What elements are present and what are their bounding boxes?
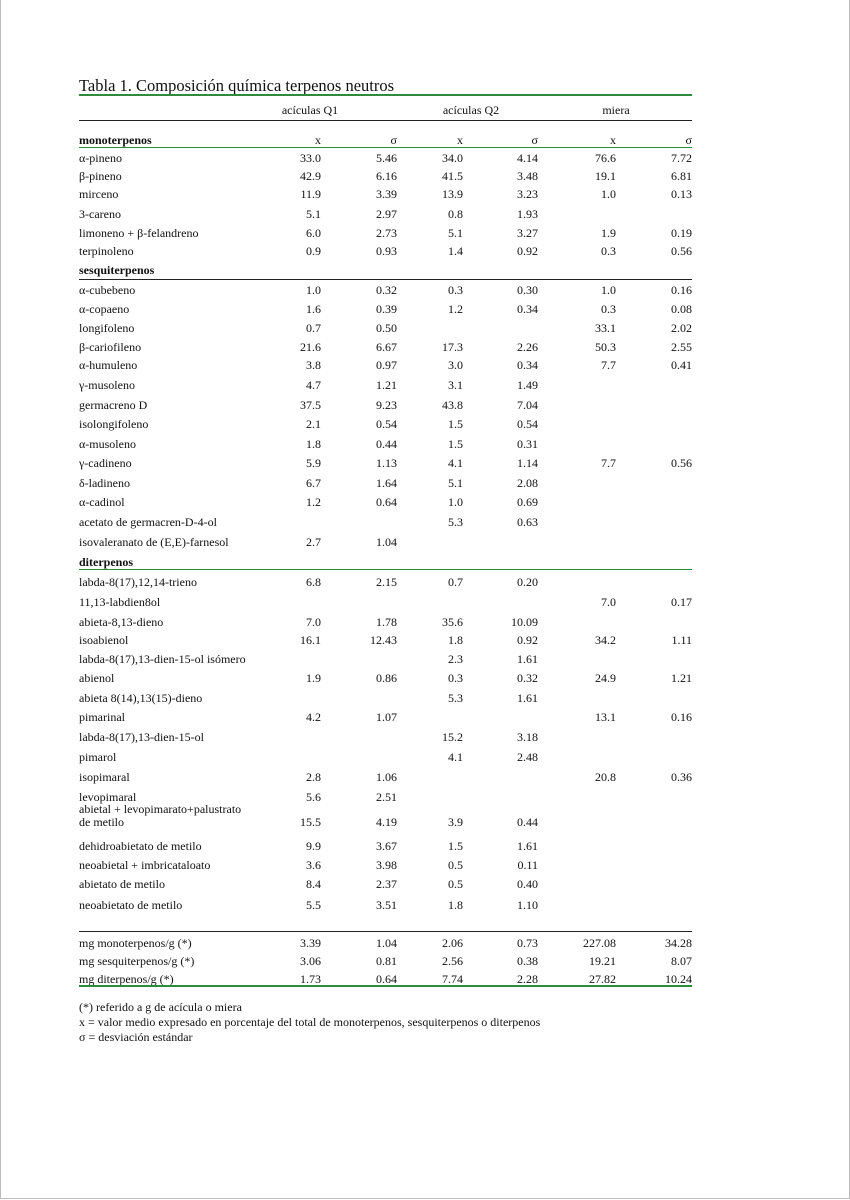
cell-value: 0.8 (448, 207, 463, 221)
cell-value: 1.9 (306, 671, 321, 685)
cell-value: 2.73 (376, 226, 397, 240)
row-label: limoneno + β-felandreno (79, 226, 199, 240)
cell-value: 4.14 (517, 151, 538, 165)
footnote: σ = desviación estándar (79, 1030, 193, 1044)
cell-value: 0.7 (306, 321, 321, 335)
row-label: δ-ladineno (79, 476, 130, 490)
cell-value: 2.26 (517, 340, 538, 354)
cell-value: 15.5 (300, 815, 321, 829)
cell-value: 0.64 (376, 495, 397, 509)
cell-value: 10.24 (665, 972, 692, 986)
cell-value: 6.7 (306, 476, 321, 490)
row-label: α-musoleno (79, 437, 136, 451)
cell-value: 33.1 (595, 321, 616, 335)
cell-value: 12.43 (370, 633, 397, 647)
cell-value: σ (685, 133, 692, 147)
cell-value: 42.9 (300, 169, 321, 183)
cell-value: 2.8 (306, 770, 321, 784)
cell-value: 3.51 (376, 898, 397, 912)
section-header (79, 132, 692, 148)
cell-value: 0.64 (376, 972, 397, 986)
cell-value: 3.27 (517, 226, 538, 240)
table-row (79, 729, 692, 745)
cell-value: 3.39 (376, 187, 397, 201)
row-label: mirceno (79, 187, 119, 201)
cell-value: 17.3 (442, 340, 463, 354)
cell-value: 0.97 (376, 358, 397, 372)
cell-value: 5.6 (306, 790, 321, 804)
cell-value: 19.21 (589, 954, 616, 968)
cell-value: 5.1 (306, 207, 321, 221)
table-row (79, 670, 692, 686)
table-row (79, 320, 692, 336)
cell-value: 1.8 (448, 633, 463, 647)
cell-value: 33.0 (300, 151, 321, 165)
cell-value: 0.73 (517, 936, 538, 950)
cell-value: 1.61 (517, 691, 538, 705)
cell-value: 3.39 (300, 936, 321, 950)
cell-value: 0.31 (517, 437, 538, 451)
cell-value: 0.38 (517, 954, 538, 968)
cell-value: 4.19 (376, 815, 397, 829)
row-label: terpinoleno (79, 244, 134, 258)
cell-value: 0.30 (517, 283, 538, 297)
table-row (79, 206, 692, 222)
cell-value: x (315, 133, 321, 147)
table-row (79, 838, 692, 854)
cell-value: 0.5 (448, 858, 463, 872)
table-row (79, 769, 692, 785)
cell-value: 6.16 (376, 169, 397, 183)
cell-value: 2.97 (376, 207, 397, 221)
table-row (79, 282, 692, 298)
table-row (79, 436, 692, 452)
cell-value: 1.07 (376, 710, 397, 724)
cell-value: 1.61 (517, 839, 538, 853)
row-label: labda-8(17),12,14-trieno (79, 575, 197, 589)
row-label: isoabienol (79, 633, 129, 647)
cell-value: 2.3 (448, 652, 463, 666)
cell-value: 1.4 (448, 244, 463, 258)
cell-value: 20.8 (595, 770, 616, 784)
cell-value: 7.0 (306, 615, 321, 629)
cell-value: 3.48 (517, 169, 538, 183)
cell-value: 1.21 (671, 671, 692, 685)
cell-value: 8.07 (671, 954, 692, 968)
row-label: mg diterpenos/g (*) (79, 972, 174, 986)
cell-value: 0.44 (376, 437, 397, 451)
row-label (79, 803, 241, 829)
cell-value: 5.3 (448, 515, 463, 529)
cell-value: 34.28 (665, 936, 692, 950)
cell-value: 6.67 (376, 340, 397, 354)
cell-value: 1.64 (376, 476, 397, 490)
cell-value: 0.11 (517, 858, 538, 872)
table-row (79, 574, 692, 590)
cell-value: 0.56 (671, 244, 692, 258)
cell-value: 9.23 (376, 398, 397, 412)
table-row (79, 416, 692, 432)
row-label: acetato de germacren-D-4-ol (79, 515, 217, 529)
cell-value: 6.8 (306, 575, 321, 589)
cell-value: 227.08 (583, 936, 616, 950)
cell-value: 3.18 (517, 730, 538, 744)
row-label: α-copaeno (79, 302, 130, 316)
cell-value: 10.09 (511, 615, 538, 629)
cell-value: 3.67 (376, 839, 397, 853)
section-header (79, 554, 692, 570)
cell-value: 1.14 (517, 456, 538, 470)
cell-value: 7.0 (601, 595, 616, 609)
row-label: γ-musoleno (79, 378, 135, 392)
cell-value: 0.16 (671, 283, 692, 297)
cell-value: 1.61 (517, 652, 538, 666)
table-row (79, 594, 692, 610)
table-row (79, 514, 692, 530)
cell-value: σ (531, 133, 538, 147)
cell-value: 2.06 (442, 936, 463, 950)
table-row (79, 802, 692, 830)
cell-value: 1.11 (671, 633, 692, 647)
cell-value: 0.08 (671, 302, 692, 316)
cell-value: 1.6 (306, 302, 321, 316)
cell-value: 1.49 (517, 378, 538, 392)
cell-value: 2.48 (517, 750, 538, 764)
section-title: monoterpenos (79, 133, 152, 147)
cell-value: 37.5 (300, 398, 321, 412)
cell-value: 2.1 (306, 417, 321, 431)
cell-value: 0.32 (517, 671, 538, 685)
section-title: sesquiterpenos (79, 263, 155, 277)
table-row (79, 455, 692, 471)
cell-value: 0.32 (376, 283, 397, 297)
group-header-q2: acículas Q2 (442, 103, 500, 117)
cell-value: 7.74 (442, 972, 463, 986)
cell-value: 21.6 (300, 340, 321, 354)
table-row (79, 749, 692, 765)
cell-value: 0.41 (671, 358, 692, 372)
cell-value: 1.0 (448, 495, 463, 509)
table-row (79, 709, 692, 725)
cell-value: 2.7 (306, 535, 321, 549)
cell-value: 7.7 (601, 358, 616, 372)
row-label: α-cubebeno (79, 283, 136, 297)
row-label: γ-cadineno (79, 456, 132, 470)
cell-value: 35.6 (442, 615, 463, 629)
cell-value: 0.7 (448, 575, 463, 589)
row-label: abieta 8(14),13(15)-dieno (79, 691, 203, 705)
cell-value: 5.1 (448, 476, 463, 490)
row-label: abietato de metilo (79, 877, 165, 891)
table-row (79, 339, 692, 355)
cell-value: 34.0 (442, 151, 463, 165)
cell-value: 4.2 (306, 710, 321, 724)
table-row (79, 632, 692, 648)
row-label: isopimaral (79, 770, 130, 784)
title-rule (79, 94, 692, 96)
table-row (79, 301, 692, 317)
cell-value: 3.6 (306, 858, 321, 872)
bottom-rule (79, 985, 692, 987)
row-label: α-cadinol (79, 495, 125, 509)
cell-value: 0.44 (517, 815, 538, 829)
section-rule (79, 279, 692, 280)
cell-value: 2.55 (671, 340, 692, 354)
row-label-line2: de metilo (79, 815, 124, 829)
cell-value: x (457, 133, 463, 147)
cell-value: 34.2 (595, 633, 616, 647)
cell-value: 1.73 (300, 972, 321, 986)
row-label: 11,13-labdien8ol (79, 595, 161, 609)
cell-value: 11.9 (300, 187, 321, 201)
cell-value: 5.1 (448, 226, 463, 240)
cell-value: 3.0 (448, 358, 463, 372)
cell-value: 1.5 (448, 839, 463, 853)
row-label: abienol (79, 671, 115, 685)
cell-value: 1.9 (601, 226, 616, 240)
cell-value: 2.08 (517, 476, 538, 490)
table-row (79, 690, 692, 706)
cell-value: σ (390, 133, 397, 147)
cell-value: 15.2 (442, 730, 463, 744)
cell-value: 0.69 (517, 495, 538, 509)
cell-value: 1.5 (448, 417, 463, 431)
cell-value: 2.37 (376, 877, 397, 891)
cell-value: 3.98 (376, 858, 397, 872)
cell-value: 1.93 (517, 207, 538, 221)
cell-value: 0.34 (517, 302, 538, 316)
cell-value: 0.20 (517, 575, 538, 589)
cell-value: 1.5 (448, 437, 463, 451)
table-row (79, 150, 692, 166)
cell-value: 1.2 (448, 302, 463, 316)
cell-value: 0.3 (601, 302, 616, 316)
row-label: dehidroabietato de metilo (79, 839, 202, 853)
footnote: x = valor medio expresado en porcentaje del total de monoterpenos, sesquiterpenos o diterpenos (79, 1015, 541, 1029)
row-label: longifoleno (79, 321, 135, 335)
cell-value: 19.1 (595, 169, 616, 183)
footnote: (*) referido a g de acícula o miera (79, 1000, 242, 1014)
row-label: α-humuleno (79, 358, 138, 372)
header-rule (79, 120, 692, 121)
row-label: 3-careno (79, 207, 121, 221)
cell-value: 1.04 (376, 936, 397, 950)
cell-value: 13.1 (595, 710, 616, 724)
table-row (79, 377, 692, 393)
section-header (79, 262, 692, 278)
cell-value: 0.56 (671, 456, 692, 470)
cell-value: 0.3 (601, 244, 616, 258)
cell-value: 2.51 (376, 790, 397, 804)
cell-value: 5.9 (306, 456, 321, 470)
section-rule (79, 147, 692, 148)
row-label: pimarinal (79, 710, 125, 724)
cell-value: 13.9 (442, 187, 463, 201)
cell-value: 8.4 (306, 877, 321, 891)
cell-value: 1.10 (517, 898, 538, 912)
row-label: neoabietal + imbricataloato (79, 858, 211, 872)
row-label: neoabietato de metilo (79, 898, 183, 912)
cell-value: 3.9 (448, 815, 463, 829)
table-row (79, 168, 692, 184)
table-row (79, 357, 692, 373)
cell-value: 3.06 (300, 954, 321, 968)
row-label: mg monoterpenos/g (*) (79, 936, 192, 950)
cell-value: 3.23 (517, 187, 538, 201)
cell-value: 0.9 (306, 244, 321, 258)
cell-value: 0.81 (376, 954, 397, 968)
cell-value: 5.46 (376, 151, 397, 165)
section-rule (79, 569, 692, 570)
cell-value: 27.82 (589, 972, 616, 986)
row-label: labda-8(17),13-dien-15-ol isómero (79, 652, 246, 666)
totals-rule (79, 931, 692, 932)
cell-value: 0.36 (671, 770, 692, 784)
cell-value: 7.7 (601, 456, 616, 470)
table-row (79, 857, 692, 873)
row-label: β-cariofileno (79, 340, 142, 354)
row-label: isolongifoleno (79, 417, 149, 431)
row-label: levopimaral (79, 790, 137, 804)
cell-value: 50.3 (595, 340, 616, 354)
section-title: diterpenos (79, 555, 133, 569)
cell-value: 2.28 (517, 972, 538, 986)
cell-value: 0.34 (517, 358, 538, 372)
cell-value: 0.19 (671, 226, 692, 240)
row-label: abieta-8,13-dieno (79, 615, 164, 629)
cell-value: 16.1 (300, 633, 321, 647)
cell-value: 0.17 (671, 595, 692, 609)
cell-value: 1.0 (306, 283, 321, 297)
cell-value: 41.5 (442, 169, 463, 183)
cell-value: 3.1 (448, 378, 463, 392)
cell-value: 0.5 (448, 877, 463, 891)
cell-value: 9.9 (306, 839, 321, 853)
cell-value: 1.2 (306, 495, 321, 509)
cell-value: 2.02 (671, 321, 692, 335)
table-row (79, 534, 692, 550)
cell-value: 1.78 (376, 615, 397, 629)
cell-value: 1.06 (376, 770, 397, 784)
cell-value: 0.63 (517, 515, 538, 529)
cell-value: 43.8 (442, 398, 463, 412)
table-title: Tabla 1. Composición química terpenos neutros (79, 76, 395, 95)
cell-value: 0.39 (376, 302, 397, 316)
table-row (79, 614, 692, 630)
cell-value: 5.5 (306, 898, 321, 912)
cell-value: 76.6 (595, 151, 616, 165)
cell-value: 1.04 (376, 535, 397, 549)
cell-value: 1.13 (376, 456, 397, 470)
cell-value: 2.56 (442, 954, 463, 968)
table-row (79, 225, 692, 241)
cell-value: 0.93 (376, 244, 397, 258)
row-label: mg sesquiterpenos/g (*) (79, 954, 195, 968)
cell-value: 6.0 (306, 226, 321, 240)
group-header-miera: miera (602, 103, 630, 117)
cell-value: 24.9 (595, 671, 616, 685)
table-row (79, 897, 692, 913)
group-header-q1: acículas Q1 (281, 103, 339, 117)
cell-value: 4.1 (448, 456, 463, 470)
cell-value: 0.40 (517, 877, 538, 891)
row-label: β-pineno (79, 169, 122, 183)
cell-value: 0.3 (448, 671, 463, 685)
table-row (79, 186, 692, 202)
cell-value: 0.3 (448, 283, 463, 297)
cell-value: 0.92 (517, 633, 538, 647)
cell-value: 0.50 (376, 321, 397, 335)
totals-row (79, 935, 692, 951)
cell-value: 1.0 (601, 283, 616, 297)
cell-value: 3.8 (306, 358, 321, 372)
table-row (79, 494, 692, 510)
row-label-line1: abietal + levopimarato+palustrato (79, 802, 242, 816)
row-label: isovaleranato de (E,E)-farnesol (79, 535, 229, 549)
table-row (79, 243, 692, 259)
row-label: germacreno D (79, 398, 148, 412)
table-row (79, 651, 692, 667)
cell-value: 0.92 (517, 244, 538, 258)
cell-value: 5.3 (448, 691, 463, 705)
row-label: pimarol (79, 750, 117, 764)
cell-value: 1.21 (376, 378, 397, 392)
cell-value: 4.7 (306, 378, 321, 392)
table-row (79, 475, 692, 491)
row-label: α-pineno (79, 151, 122, 165)
cell-value: 7.04 (517, 398, 538, 412)
cell-value: 0.54 (376, 417, 397, 431)
cell-value: 2.15 (376, 575, 397, 589)
cell-value: 6.81 (671, 169, 692, 183)
cell-value: 7.72 (671, 151, 692, 165)
cell-value: 0.54 (517, 417, 538, 431)
row-label: labda-8(17),13-dien-15-ol (79, 730, 204, 744)
totals-row (79, 953, 692, 969)
cell-value: 1.0 (601, 187, 616, 201)
cell-value: 1.8 (306, 437, 321, 451)
cell-value: 1.8 (448, 898, 463, 912)
table-row (79, 876, 692, 892)
cell-value: x (610, 133, 616, 147)
cell-value: 0.13 (671, 187, 692, 201)
table-row (79, 397, 692, 413)
cell-value: 0.16 (671, 710, 692, 724)
cell-value: 4.1 (448, 750, 463, 764)
cell-value: 0.86 (376, 671, 397, 685)
